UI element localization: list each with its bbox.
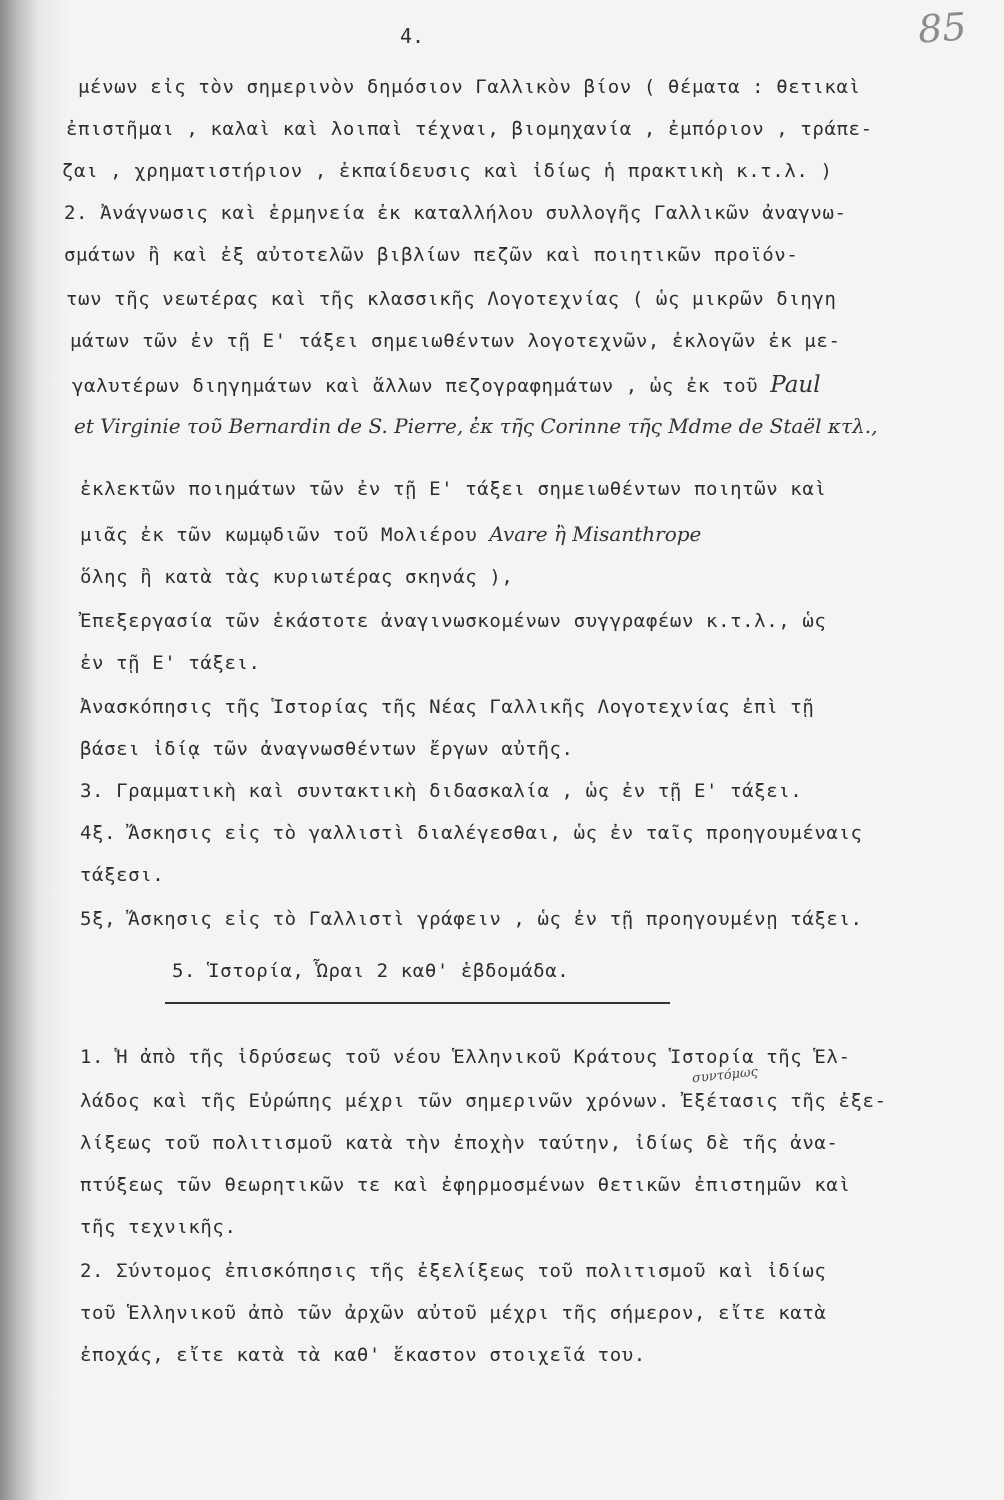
text-line: πτύξεως τῶν θεωρητικῶν τε καὶ ἐφηρμοσμένων θετικῶν ἐπιστημῶν καὶ: [80, 1174, 851, 1196]
section-heading: 5. Ἱστορία, Ὧραι 2 καθ' ἑβδομάδα.: [172, 960, 570, 982]
margin-note: συντόμως: [691, 1064, 759, 1087]
handwritten-insert: Avare ἢ Misanthrope: [489, 522, 702, 546]
text-line: μάτων τῶν ἐν τῇ Ε' τάξει σημειωθέντων λογοτεχνῶν, ἐκλογῶν ἐκ με-: [70, 330, 841, 352]
text-line: λίξεως τοῦ πολιτισμοῦ κατὰ τὴν ἐποχὴν ταύτην, ἰδίως δὲ τῆς ἀνα-: [80, 1132, 839, 1154]
text-line: μιᾶς ἐκ τῶν κωμῳδιῶν τοῦ Μολιέρου Avare ἢ Misanthrope: [80, 522, 702, 546]
folio-number: 85: [916, 4, 968, 52]
text-line: 5ξ, Ἄσκησις εἰς τὸ Γαλλιστὶ γράφειν , ὡς ἐν τῇ προηγουμένῃ τάξει.: [80, 908, 863, 930]
text-line: τῆς τεχνικῆς.: [80, 1216, 237, 1238]
text-line: 3. Γραμματικὴ καὶ συντακτικὴ διδασκαλία , ὡς ἐν τῇ Ε' τάξει.: [80, 780, 803, 802]
text-line: ἐποχάς, εἴτε κατὰ τὰ καθ' ἕκαστον στοιχεῖά του.: [80, 1344, 646, 1366]
text-line: 1. Ἡ ἀπὸ τῆς ἱδρύσεως τοῦ νέου Ἑλληνικοῦ Κράτους Ἱστορία τῆς Ἑλ-: [80, 1046, 851, 1068]
text-line: ζαι , χρηματιστήριον , ἐκπαίδευσις καὶ ἰδίως ἡ πρακτικὴ κ.τ.λ. ): [62, 160, 833, 182]
text-line: ἐν τῇ Ε' τάξει.: [80, 652, 261, 674]
text-line: 2. Ἀνάγνωσις καὶ ἑρμηνεία ἐκ καταλλήλου συλλογῆς Γαλλικῶν ἀναγνω-: [64, 202, 847, 224]
text-line: ἐπιστῆμαι , καλαὶ καὶ λοιπαὶ τέχναι, βιομηχανία , ἐμπόριον , τράπε-: [66, 118, 873, 140]
handwritten-insert: et Virginie τοῦ Bernardin de S. Pierre, ἐκ τῆς Corinne τῆς Mdme de Staël κτλ.,: [74, 414, 878, 438]
text-line: 4ξ. Ἄσκησις εἰς τὸ γαλλιστὶ διαλέγεσθαι, ὡς ἐν ταῖς προηγουμέναις: [80, 822, 863, 844]
section-rule: [165, 1002, 670, 1004]
text-line: γαλυτέρων διηγημάτων καὶ ἄλλων πεζογραφημάτων , ὡς ἐκ τοῦ Paul: [72, 372, 821, 398]
text-line: τοῦ Ἑλληνικοῦ ἀπὸ τῶν ἀρχῶν αὐτοῦ μέχρι τῆς σήμερον, εἴτε κατὰ: [80, 1302, 827, 1324]
handwritten-insert: Paul: [770, 372, 821, 398]
text-line: λάδος καὶ τῆς Εὐρώπης μέχρι τῶν σημερινῶν χρόνων. Ἐξέτασις τῆς ἐξε-: [80, 1090, 887, 1112]
text-line: 2. Σύντομος ἐπισκόπησις τῆς ἐξελίξεως τοῦ πολιτισμοῦ καὶ ἰδίως: [80, 1260, 827, 1282]
text-line: [74, 414, 877, 438]
text-line: ἐκλεκτῶν ποιημάτων τῶν ἐν τῇ Ε' τάξει σημειωθέντων ποιητῶν καὶ: [80, 478, 827, 500]
page-number: 4.: [400, 24, 425, 48]
text-line: σμάτων ἢ καὶ ἐξ αὐτοτελῶν βιβλίων πεζῶν καὶ ποιητικῶν προϊόν-: [64, 244, 799, 266]
text-line: Ἐπεξεργασία τῶν ἑκάστοτε ἀναγινωσκομένων συγγραφέων κ.τ.λ., ὡς: [80, 610, 827, 632]
text-line: ὅλης ἢ κατὰ τὰς κυριωτέρας σκηνάς ),: [80, 566, 514, 588]
text-line: βάσει ἰδίᾳ τῶν ἀναγνωσθέντων ἔργων αὐτῆς.: [80, 738, 574, 760]
text-line: μένων εἰς τὸν σημερινὸν δημόσιον Γαλλικὸν βίον ( θέματα : θετικαὶ: [78, 76, 861, 98]
text-line: των τῆς νεωτέρας καὶ τῆς κλασσικῆς Λογοτεχνίας ( ὡς μικρῶν διηγη: [66, 288, 837, 310]
text-line: Ἀνασκόπησις τῆς Ἱστορίας τῆς Νέας Γαλλικῆς Λογοτεχνίας ἐπὶ τῇ: [80, 696, 815, 718]
text-line: τάξεσι.: [80, 864, 165, 886]
